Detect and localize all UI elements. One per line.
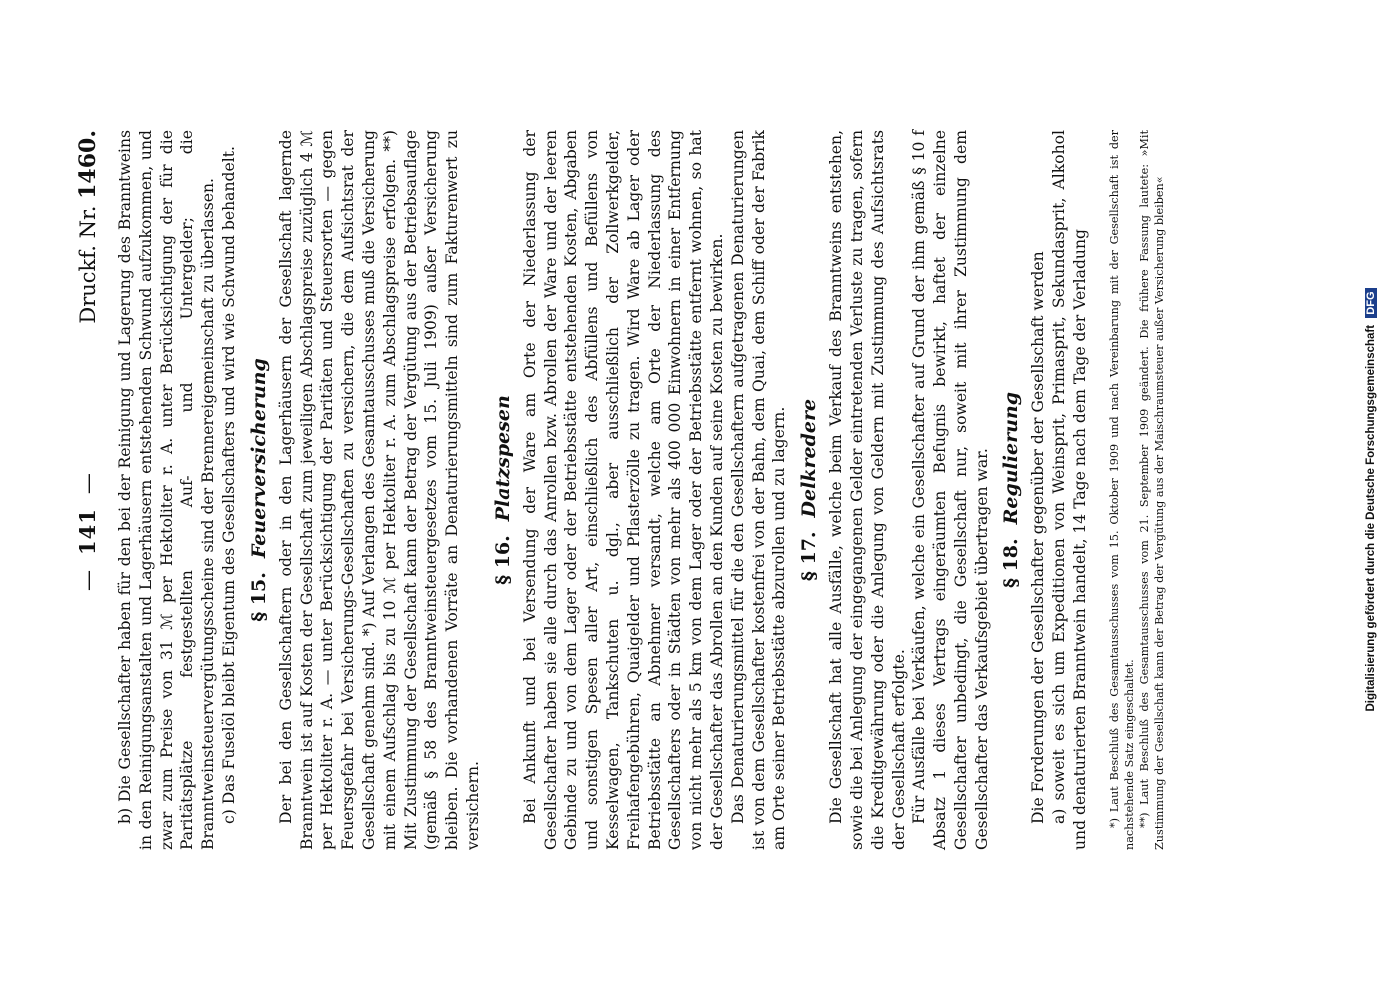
section-number: § 18.: [1000, 538, 1023, 589]
document-page: [75, 130, 1167, 850]
section-number: § 15.: [247, 572, 270, 622]
paragraph: Die Forderungen der Gesellschafter gegenüber der Gesellschaft werden: [1029, 251, 1048, 824]
dash-left: —: [76, 569, 100, 591]
section-heading: [798, 130, 820, 850]
section-title: Delkredere: [798, 398, 821, 518]
paragraph: Der bei den Gesellschaftern oder in den Lagerhäusern der Gesellschaft lagernde Branntwein ist auf Kosten der Gesellschaft zum jeweiligen Abschlagspreise zuzüglich 4 ℳ per Hektoliter r. A. — unter Berücksichtigung der Paritäten und Steuersorten — gegen Feuersgefahr bei Versicherungs-Gesellschaften zu versichern, die dem Aufsichtsrat der Gesellschaft genehm sind. *) Auf Verlangen des Gesamtausschusses muß die Versicherung mit einem Aufschlag bis zu 10 ℳ per Hektoliter r. A. zum Abschlagspreise erfolgen. **) Mit Zustimmung der Gesellschaft kann der Betrag der Vergütung aus der Betriebsauflage (gemäß § 58 des Branntweinsteuergesetzes vom 15. Juli 1909) außer Versicherung bleiben. Die vorhandenen Vorräte an Denaturierungsmitteln sind zum Fakturenwert zu versichern.: [276, 130, 482, 850]
page-header: [75, 130, 115, 850]
paragraph: Das Denaturierungsmittel für die den Gesellschaftern aufgetragenen Denaturierungen ist von dem Gesellschafter kostenfrei von der Bahn, dem Quai, dem Schiff oder der Fabrik am Orte seiner Betriebsstätte abzurollen und zu lagern.: [728, 130, 789, 850]
sub-paragraph: b) Die Gesellschafter haben für den bei der Reinigung und Lagerung des Branntweins in den Reinigungsanstalten und Lagerhäusern entstehenden Schwund aufzukommen, und zwar zum Preise von 31 ℳ per Hektoliter r. A. unter Berücksichtigung der für die Paritätsplätze festgestellten Auf- und Untergelder; die Branntweinsteuervergütungsscheine sind der Brennereigemeinschaft zu überlassen.: [116, 130, 218, 850]
section-title: Platzspesen: [491, 395, 514, 522]
section-heading: [492, 130, 514, 850]
section-heading: [248, 130, 270, 850]
sub-paragraph: a) soweit es sich um Expeditionen von Weinsprit, Primasprit, Sekundasprit, Alkohol und denaturierten Branntwein handelt, 14 Tage nach dem Tage der Verladung: [1050, 130, 1090, 850]
credit-text: Digitalisierung gefördert durch die Deutsche Forschungsgemeinschaft: [1365, 324, 1377, 712]
footnotes: [1107, 130, 1167, 850]
dfg-logo: DFG: [1365, 288, 1377, 317]
drucksache-label: [75, 130, 101, 324]
footnote: **) Laut Beschluß des Gesamtausschusses vom 21. September 1909 geändert. Die frühere Fassung lautete: »Mit Zustimmung der Gesellschaft kann der Betrag der Vergütung aus der Maischraumsteuer außer Versicherung bleiben«: [1137, 130, 1166, 850]
page-number: 141: [75, 508, 100, 555]
drucksache-prefix: Druckf. Nr.: [76, 205, 100, 324]
document-body: [115, 130, 1091, 850]
paragraph: Bei Ankunft und bei Versendung der Ware am Orte der Niederlassung der Gesellschafter haben sie alle durch das Anrollen bzw. Abrollen der Ware und der leeren Gebinde zu und von dem Lager oder der Betriebsstätte entstehenden Kosten, Abgaben und sonstigen Spesen aller Art, einschließlich des Abfüllens und Befüllens von Kesselwagen, Tankschuten u. dgl., aber ausschließlich der Zollwerkgelder, Freihafengebühren, Quaigelder und Pflasterzölle zu tragen. Wird Ware ab Lager oder Betriebsstätte an Abnehmer versandt, welche am Orte der Niederlassung des Gesellschafters oder in Städten von mehr als 400 000 Einwohnern in einer Entfernung von nicht mehr als 5 km von dem Lager oder der Betriebsstätte entfernt wohnen, so hat der Gesellschafter das Abrollen an den Kunden auf seine Kosten zu bewirken.: [520, 130, 726, 850]
section-heading: [1000, 130, 1022, 850]
paragraph: Für Ausfälle bei Verkäufen, welche ein Gesellschafter auf Grund der ihm gemäß § 10 f Absatz 1 dieses Vertrags eingeräumten Befugnis bewirkt, haftet der einzelne Gesellschafter unbedingt, die Gesellschaft nur, soweit mit ihrer Zustimmung dem Gesellschafter das Verkaufsgebiet übertragen war.: [910, 130, 991, 850]
paragraph: Die Gesellschaft hat alle Ausfälle, welche beim Verkauf des Branntweins entstehen, sowie die bei Anlegung der eingegangenen Gelder eintretenden Verluste zu tragen, sofern die Kreditgewährung oder die Anlegung von Geldern mit Zustimmung des Aufsichtsrats der Gesellschaft erfolgte.: [827, 130, 908, 850]
section-title: Feuerversicherung: [247, 358, 270, 559]
footnote: *) Laut Beschluß des Gesamtausschusses vom 15. Oktober 1909 und nach Vereinbarung mit der Gesellschaft ist der nachstehende Satz eingeschaltet.: [1107, 130, 1136, 850]
section-number: § 16.: [491, 535, 514, 585]
section-title: Regulierung: [1000, 391, 1023, 525]
page-number-line: [75, 458, 100, 605]
sub-paragraph: c) Das Fuselöl bleibt Eigentum des Gesellschafters und wird wie Schwund behandelt.: [219, 146, 238, 824]
dash-right: —: [76, 472, 100, 495]
section-number: § 17.: [798, 531, 821, 582]
drucksache-number: 1460.: [75, 130, 101, 199]
digitization-credit: [1365, 30, 1377, 970]
